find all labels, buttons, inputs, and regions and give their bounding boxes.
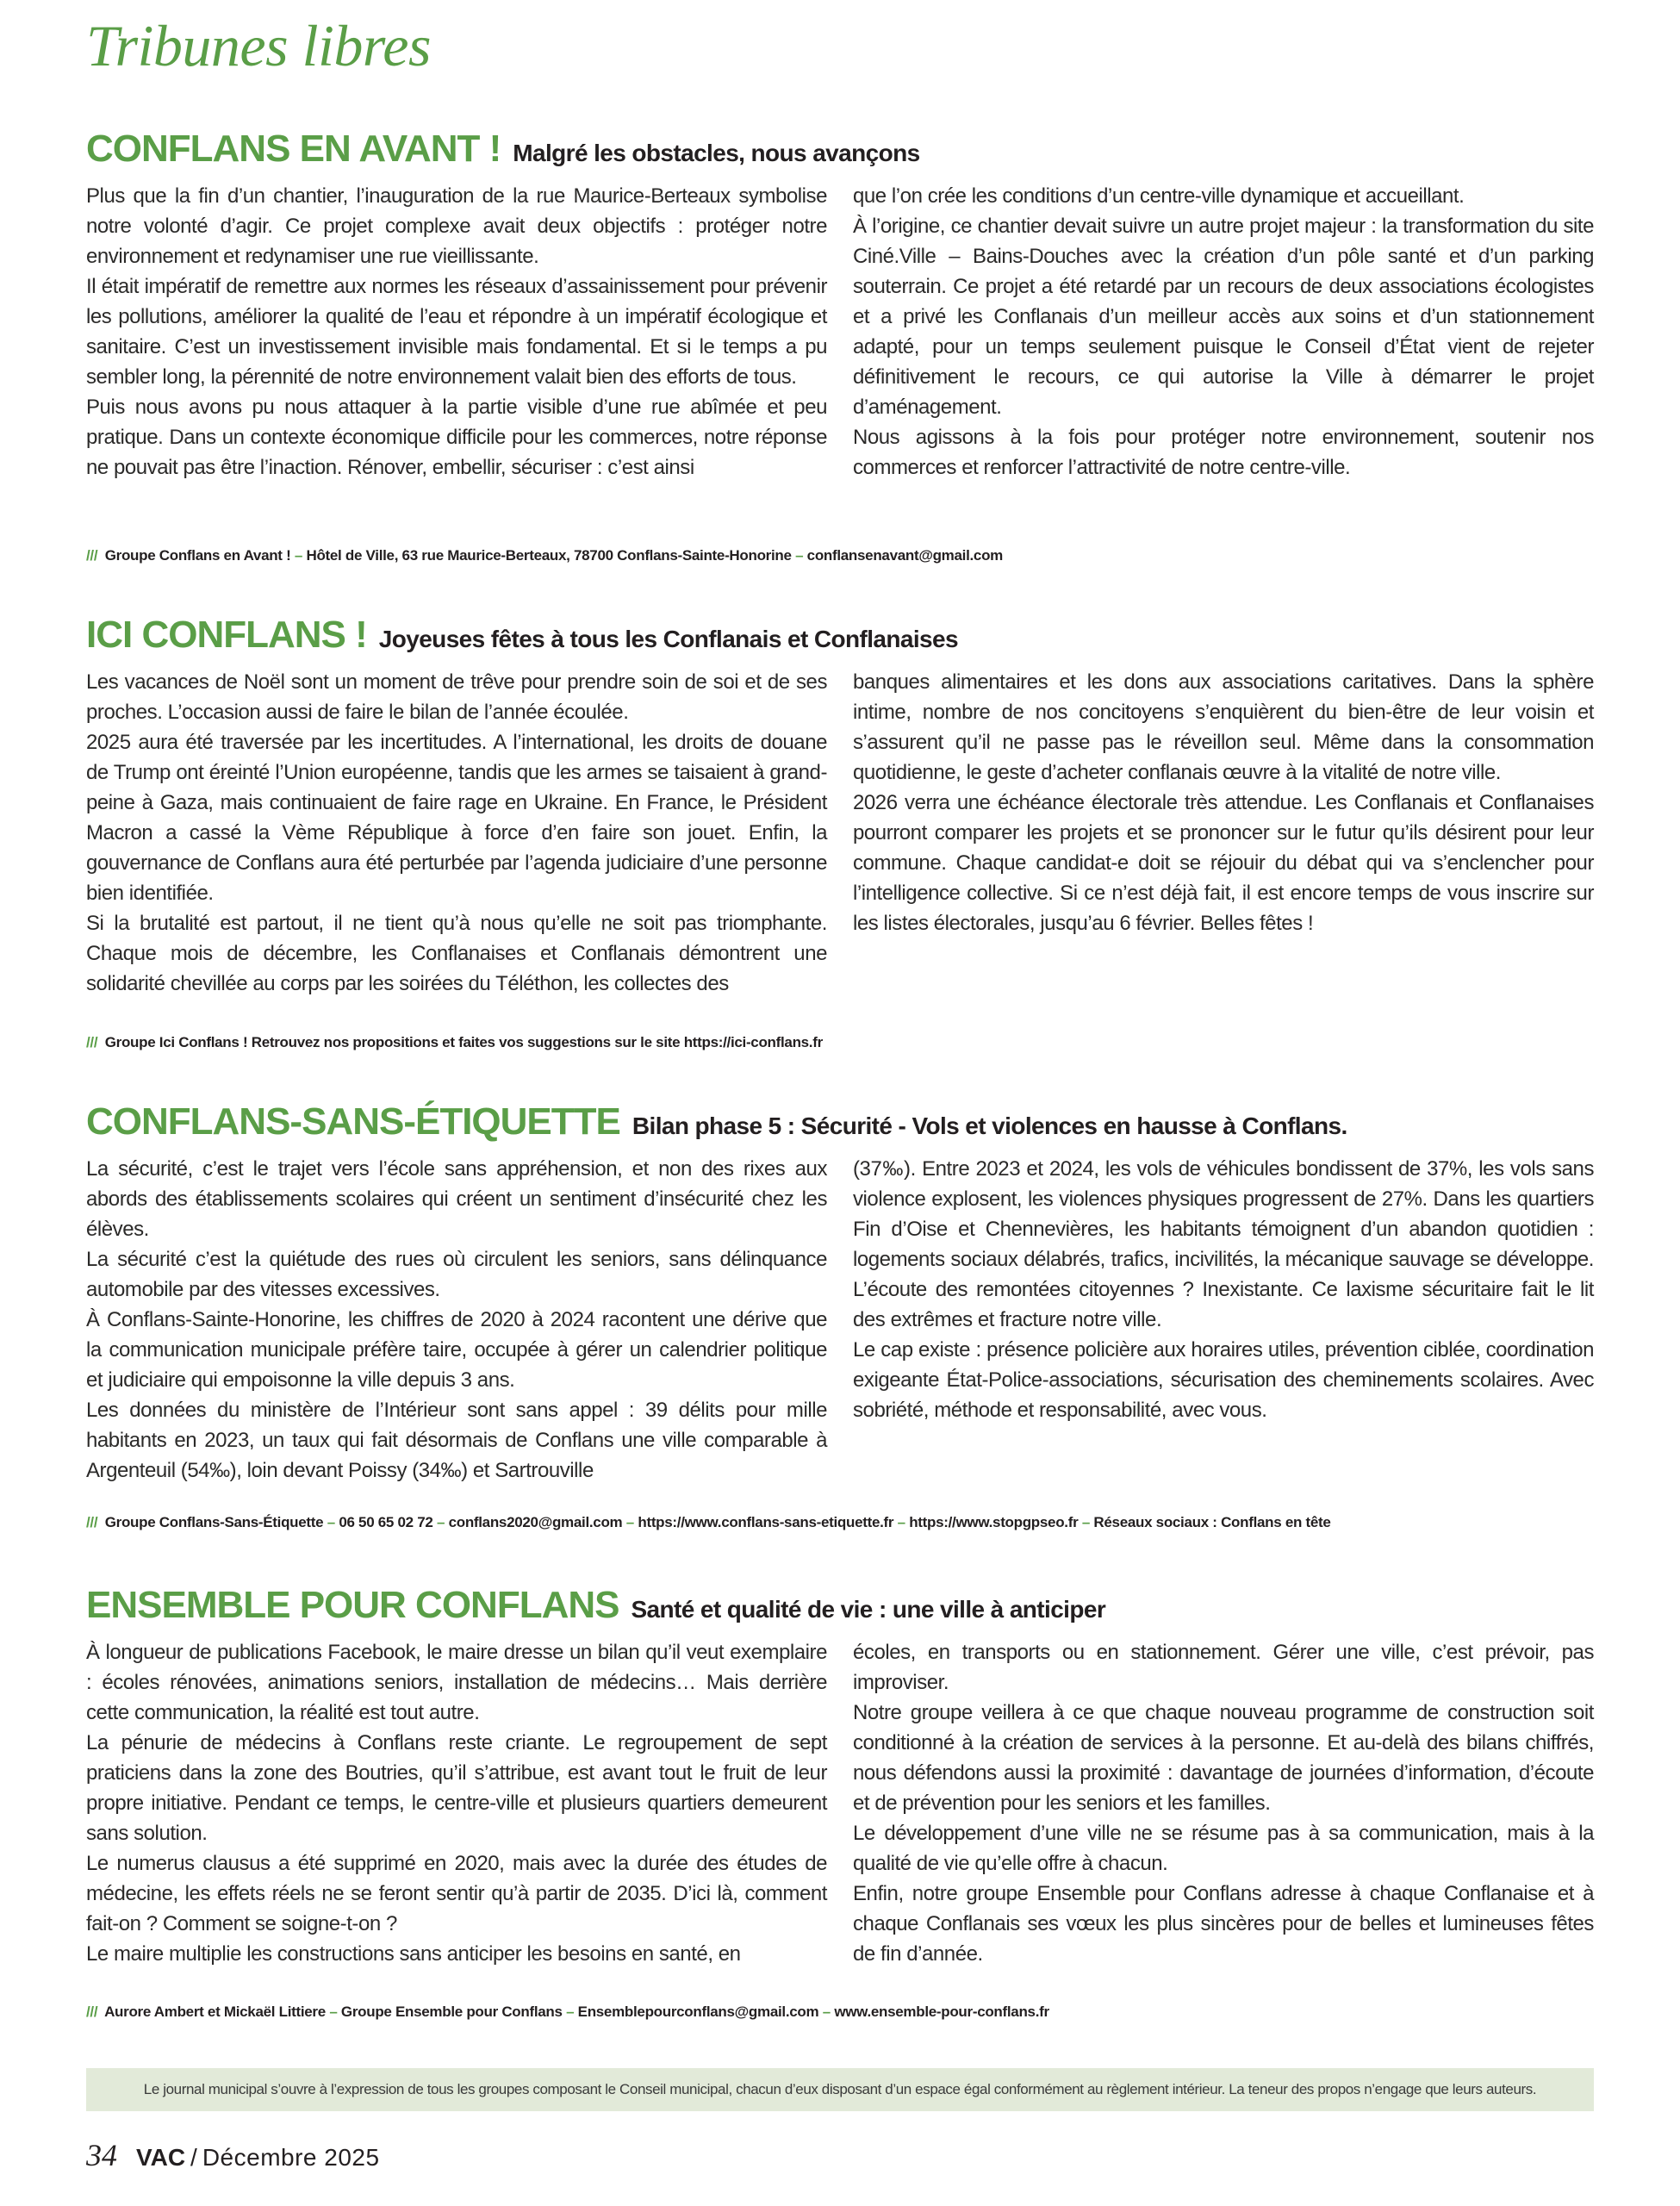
right-column xyxy=(853,1637,1594,1969)
paragraph: Enfin, notre groupe Ensemble pour Conflans adresse à chaque Conflanaise et à chaque Conflanais ses vœux les plus sincères pour de belles et lumineuses fêtes de fin d’année. xyxy=(853,1882,1594,1966)
signature-part: Groupe Conflans en Avant ! xyxy=(104,547,291,564)
separator: – xyxy=(622,1514,638,1530)
right-column xyxy=(853,1154,1594,1486)
signature-email[interactable]: conflansenavant@gmail.com xyxy=(806,547,1003,564)
separator: – xyxy=(1078,1514,1094,1530)
section-subtitle: Joyeuses fêtes à tous les Conflanais et Conflanaises xyxy=(378,626,958,652)
paragraph: Le numerus clausus a été supprimé en 2020, mais avec la durée des études de médecine, les effets réels ne se feront sentir qu’à partir de 2035. D’ici là, comment fait-on ? Comment se soigne-t-on ? xyxy=(86,1852,827,1935)
paragraph: (37‰). Entre 2023 et 2024, les vols de véhicules bondissent de 37%, les vols sans violence explosent, les violences physiques progressent de 27%. Dans les quartiers Fin d’Oise et Chennevières, les habitants témoignent d’un abandon quotidien : logements sociaux délabrés, trafics, incivilités, la mécanique sauvage se développe. L’écoute des remontées citoyennes ? Inexistante. Ce laxisme sécuritaire fait le lit des extrêmes et fracture notre ville. xyxy=(853,1157,1594,1331)
separator: – xyxy=(791,547,807,564)
page-number: 34 xyxy=(86,2138,117,2172)
magazine-name: VAC xyxy=(136,2144,186,2171)
separator: – xyxy=(893,1514,910,1530)
left-column xyxy=(86,1154,827,1486)
page-footer xyxy=(86,2137,380,2173)
slashes-marker: /// xyxy=(86,1514,98,1530)
signature-part: Groupe Conflans-Sans-Étiquette xyxy=(104,1514,324,1530)
two-column-text xyxy=(86,1637,1594,1969)
group-signature xyxy=(86,547,1003,564)
separator: – xyxy=(290,547,307,564)
paragraph: À l’origine, ce chantier devait suivre un autre projet majeur : la transformation du site Ciné.Ville – Bains-Douches avec la création d’un pôle santé et d’un parking souterrain. Ce projet a été retardé par un recours de deux associations écologistes et a privé les Conflanais d’un meilleur accès aux soins et d’un stationnement adapté, pour un temps seulement puisque le Conseil d’État vient de rejeter définitivement le recours, ce qui autorise la Ville à démarrer le projet d’aménagement. xyxy=(853,215,1594,419)
separator: – xyxy=(562,2003,578,2020)
group-name: ENSEMBLE POUR CONFLANS xyxy=(86,1584,619,1626)
group-signature xyxy=(86,1034,823,1051)
left-column xyxy=(86,1637,827,1969)
paragraph: Les vacances de Noël sont un moment de trêve pour prendre soin de soi et de ses proches. L’occasion aussi de faire le bilan de l’année écoulée. xyxy=(86,670,827,724)
paragraph: banques alimentaires et les dons aux associations caritatives. Dans la sphère intime, nombre de nos concitoyens s’enquièrent du bien-être de leur voisin et s’assurent qu’il ne passe pas le réveillon seul. Même dans la consommation quotidienne, le geste d’acheter conflanais œuvre à la vitalité de notre ville. xyxy=(853,670,1594,784)
paragraph: 2025 aura été traversée par les incertitudes. A l’international, les droits de douane de Trump ont éreinté l’Union européenne, tandis que les armes se taisaient à grand-peine à Gaza, mais continuaient de faire rage en Ukraine. En France, le Président Macron a cassé la Vème République à force d’en faire son jouet. Enfin, la gouvernance de Conflans aura été perturbée par l’agenda judiciaire d’une personne bien identifiée. xyxy=(86,731,827,905)
left-column xyxy=(86,181,827,483)
separator: – xyxy=(325,2003,341,2020)
section-heading xyxy=(86,128,1594,171)
paragraph: La sécurité, c’est le trajet vers l’école sans appréhension, et non des rixes aux abords des établissements scolaires qui créent un sentiment d’insécurité chez les élèves. xyxy=(86,1157,827,1241)
paragraph: Plus que la fin d’un chantier, l’inauguration de la rue Maurice-Berteaux symbolise notre volonté d’agir. Ce projet complexe avait deux objectifs : protéger notre environnement et redynamiser une rue vieillissante. xyxy=(86,184,827,268)
paragraph: Si la brutalité est partout, il ne tient qu’à nous qu’elle ne soit pas triomphante. Chaque mois de décembre, les Conflanaises et Conflanais démontrent une solidarité chevillée au corps par les soirées du Téléthon, les collectes des xyxy=(86,912,827,995)
paragraph: Notre groupe veillera à ce que chaque nouveau programme de construction soit conditionné à la création de services à la personne. Et au-delà des bilans chiffrés, nous défendons aussi la proximité : davantage de journées d’information, d’écoute et de prévention pour les seniors et les familles. xyxy=(853,1701,1594,1815)
signature-website[interactable]: https://www.conflans-sans-etiquette.fr xyxy=(638,1514,894,1530)
section-heading xyxy=(86,1584,1594,1627)
group-name: ICI CONFLANS ! xyxy=(86,614,367,656)
page-title: Tribunes libres xyxy=(86,13,431,78)
two-column-text xyxy=(86,1154,1594,1486)
two-column-text xyxy=(86,667,1594,999)
paragraph: Le maire multiplie les constructions sans anticiper les besoins en santé, en xyxy=(86,1942,741,1966)
group-signature xyxy=(86,2003,1049,2021)
signature-social: Réseaux sociaux : Conflans en tête xyxy=(1093,1514,1331,1530)
signature-address: Hôtel de Ville, 63 rue Maurice-Berteaux, 78700 Conflans-Sainte-Honorine xyxy=(306,547,792,564)
slashes-marker: /// xyxy=(86,2003,98,2020)
group-name: CONFLANS-SANS-ÉTIQUETTE xyxy=(86,1100,620,1143)
paragraph: À Conflans-Sainte-Honorine, les chiffres de 2020 à 2024 racontent une dérive que la communication municipale préfère taire, occupée à gérer un calendrier politique et judiciaire qui empoisonne la ville depuis 3 ans. xyxy=(86,1308,827,1392)
signature-authors: Aurore Ambert et Mickaël Littiere xyxy=(104,2003,326,2020)
right-column xyxy=(853,181,1594,483)
section-heading xyxy=(86,614,1594,657)
paragraph: que l’on crée les conditions d’un centre-ville dynamique et accueillant. xyxy=(853,184,1465,208)
signature-website[interactable]: www.ensemble-pour-conflans.fr xyxy=(834,2003,1049,2020)
slashes-marker: /// xyxy=(86,1034,98,1050)
left-column xyxy=(86,667,827,999)
paragraph: Le développement d’une ville ne se résume pas à sa communication, mais à la qualité de vie qu’elle offre à chacun. xyxy=(853,1822,1594,1875)
paragraph: Nous agissons à la fois pour protéger notre environnement, soutenir nos commerces et renforcer l’attractivité de notre centre-ville. xyxy=(853,426,1594,479)
paragraph: Il était impératif de remettre aux normes les réseaux d’assainissement pour prévenir les pollutions, améliorer la qualité de l’eau et répondre à un impératif écologique et sanitaire. C’est un investissement invisible mais fondamental. Et si le temps a pu sembler long, la pérennité de notre environnement valait bien des efforts de tous. xyxy=(86,275,827,389)
signature-website[interactable]: https://www.stopgpseo.fr xyxy=(909,1514,1079,1530)
paragraph: écoles, en transports ou en stationnement. Gérer une ville, c’est prévoir, pas improviser. xyxy=(853,1641,1594,1694)
separator: – xyxy=(323,1514,339,1530)
signature-phone: 06 50 65 02 72 xyxy=(339,1514,433,1530)
tribune-ici-conflans xyxy=(86,614,1594,1050)
section-subtitle: Malgré les obstacles, nous avançons xyxy=(513,140,920,166)
section-heading xyxy=(86,1100,1594,1144)
paragraph: Les données du ministère de l’Intérieur sont sans appel : 39 délits pour mille habitants en 2023, un taux qui fait désormais de Conflans une ville comparable à Argenteuil (54‰), loin devant Poissy (34‰) et Sartrouville xyxy=(86,1399,827,1482)
issue-date: Décembre 2025 xyxy=(202,2144,380,2171)
paragraph: 2026 verra une échéance électorale très attendue. Les Conflanais et Conflanaises pourront comparer les projets et se prononcer sur le futur qu’ils désirent pour leur commune. Chaque candidat-e doit se réjouir du débat qui va s’enclencher pour l’intelligence collective. Si ce n’est déjà fait, il est encore temps de vous inscrire sur les listes électorales, jusqu’au 6 février. Belles fêtes ! xyxy=(853,791,1594,935)
tribune-conflans-sans-etiquette xyxy=(86,1100,1594,1530)
group-name: CONFLANS EN AVANT ! xyxy=(86,128,501,170)
paragraph: Le cap existe : présence policière aux horaires utiles, prévention ciblée, coordination exigeante État-Police-associations, sécurisation des cheminements scolaires. Avec sobriété, méthode et responsabilité, avec vous. xyxy=(853,1338,1594,1422)
paragraph: Puis nous avons pu nous attaquer à la partie visible d’une rue abîmée et peu pratique. Dans un contexte économique difficile pour les commerces, notre réponse ne pouvait pas être l’inaction. Rénover, embellir, sécuriser : c’est ainsi xyxy=(86,396,827,479)
separator: – xyxy=(432,1514,449,1530)
tribune-ensemble-pour-conflans xyxy=(86,1584,1594,2020)
tribune-conflans-en-avant xyxy=(86,128,1594,564)
signature-email[interactable]: conflans2020@gmail.com xyxy=(448,1514,623,1530)
editorial-notice: Le journal municipal s’ouvre à l’expression de tous les groupes composant le Conseil municipal, chacun d’eux disposant d’un espace égal conformément au règlement intérieur. La teneur des propos n’engage que leurs auteurs. xyxy=(86,2068,1594,2111)
signature-email[interactable]: Ensemblepourconflans@gmail.com xyxy=(577,2003,819,2020)
signature-part: Groupe Ici Conflans ! Retrouvez nos propositions et faites vos suggestions sur le site https://ici-conflans.fr xyxy=(104,1034,823,1050)
slashes-marker: /// xyxy=(86,547,98,564)
section-subtitle: Bilan phase 5 : Sécurité - Vols et violences en hausse à Conflans. xyxy=(632,1112,1347,1139)
two-column-text xyxy=(86,181,1594,483)
signature-part: Groupe Ensemble pour Conflans xyxy=(340,2003,563,2020)
group-signature xyxy=(86,1514,1331,1531)
section-subtitle: Santé et qualité de vie : une ville à anticiper xyxy=(631,1596,1106,1623)
footer-separator: / xyxy=(190,2144,197,2171)
right-column xyxy=(853,667,1594,999)
paragraph: La sécurité c’est la quiétude des rues où circulent les seniors, sans délinquance automobile par des vitesses excessives. xyxy=(86,1248,827,1301)
paragraph: À longueur de publications Facebook, le maire dresse un bilan qu’il veut exemplaire : écoles rénovées, animations seniors, installation de médecins… Mais derrière cette communication, la réalité est tout autre. xyxy=(86,1641,827,1724)
paragraph: La pénurie de médecins à Conflans reste criante. Le regroupement de sept praticiens dans la zone des Boutries, qu’il s’attribue, est avant tout le fruit de leur propre initiative. Pendant ce temps, le centre-ville et plusieurs quartiers demeurent sans solution. xyxy=(86,1731,827,1845)
separator: – xyxy=(818,2003,835,2020)
